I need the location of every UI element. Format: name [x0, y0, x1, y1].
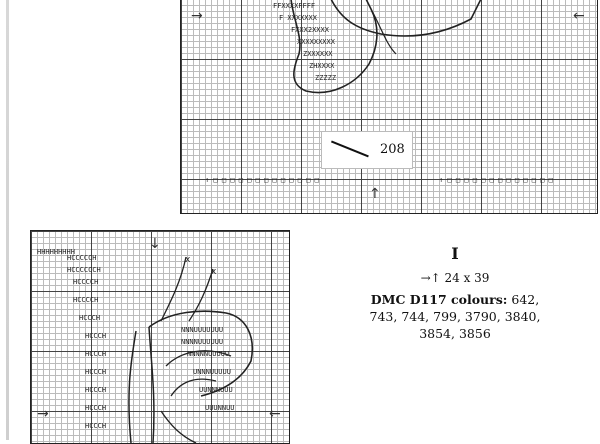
colours-label: DMC D117 colours: — [370, 292, 508, 307]
thread-color-number: 208 — [380, 142, 405, 157]
stitch-count: →↑ 24 x 39 — [420, 271, 490, 285]
bottom-symbol-row: HCCCH — [85, 350, 107, 358]
bottom-symbol-row: HCCCH — [85, 404, 107, 412]
pattern-info — [320, 244, 590, 342]
top-symbol-row: ZHXXXX — [309, 62, 335, 70]
bottom-symbol-row: HCCCH — [85, 422, 107, 430]
bottom-symbol-row: HCCCH — [85, 368, 107, 376]
top-symbol-row: ZXXXXXX — [303, 50, 333, 58]
right-arrow-icon: → — [191, 8, 203, 24]
top-symbol-row: F XXXXXXX — [279, 14, 317, 22]
bottom-fill-row: NNNNUUUUUU — [181, 338, 224, 346]
down-arrow-icon: ↓ — [149, 236, 161, 252]
bottom-symbol-row: HCCCH — [85, 332, 107, 340]
left-arrow-icon: ← — [269, 406, 281, 422]
bottom-symbol-row: HCCCCH — [73, 296, 99, 304]
colours-line-2: 743, 744, 799, 3790, 3840, — [369, 309, 541, 324]
top-symbol-row: ZZZZZ — [315, 74, 337, 82]
bottom-symbol-row: HHHHHHHHH — [37, 248, 75, 256]
top-cross-stitch-chart — [180, 0, 598, 214]
bottom-symbol-row: HCCCH — [85, 386, 107, 394]
top-symbol-row: XXXXXXXXX — [297, 38, 335, 46]
colours-line-1: 642, — [511, 292, 540, 307]
bottom-fill-row: UUUNNUU — [205, 404, 235, 412]
thread-color-label — [321, 131, 413, 169]
top-border-symbols: ↑ □ □ □ □ □ □ □ □ □ □ □ □ □ — [439, 176, 553, 184]
bottom-fill-row: NNNUUUUUUU — [181, 326, 224, 334]
knot-mark: x — [211, 267, 217, 277]
bottom-fill-row: UUNNNUUU — [199, 386, 233, 394]
bottom-symbol-row: HCCCCH — [73, 278, 99, 286]
pattern-letter: I — [451, 244, 459, 263]
bottom-symbol-row: HCCCH — [79, 314, 101, 322]
bottom-chart-outline — [31, 231, 289, 443]
knot-mark: x — [185, 255, 191, 265]
top-symbol-row: FXXX2XXXX — [291, 26, 329, 34]
bottom-fill-row: NNNNNUUUUU — [187, 350, 230, 358]
top-symbol-row: FFXXXXFFFF — [273, 2, 316, 10]
bottom-cross-stitch-chart — [30, 230, 290, 444]
left-arrow-icon: ← — [573, 8, 585, 24]
top-border-symbols: ↑ □ □ □ □ □ □ □ □ □ □ □ □ □ — [205, 176, 319, 184]
bottom-symbol-row: HCCCCCCH — [67, 266, 101, 274]
page-binding-shadow — [6, 0, 9, 440]
right-arrow-icon: → — [37, 406, 49, 422]
thread-colours — [320, 291, 590, 342]
bottom-symbol-row: HCCCCCH — [67, 254, 97, 262]
up-arrow-icon: ↑ — [369, 186, 381, 202]
colours-line-3: 3854, 3856 — [419, 326, 491, 341]
backstitch-line-sample — [331, 141, 369, 157]
bottom-fill-row: UNNNUUUUU — [193, 368, 231, 376]
